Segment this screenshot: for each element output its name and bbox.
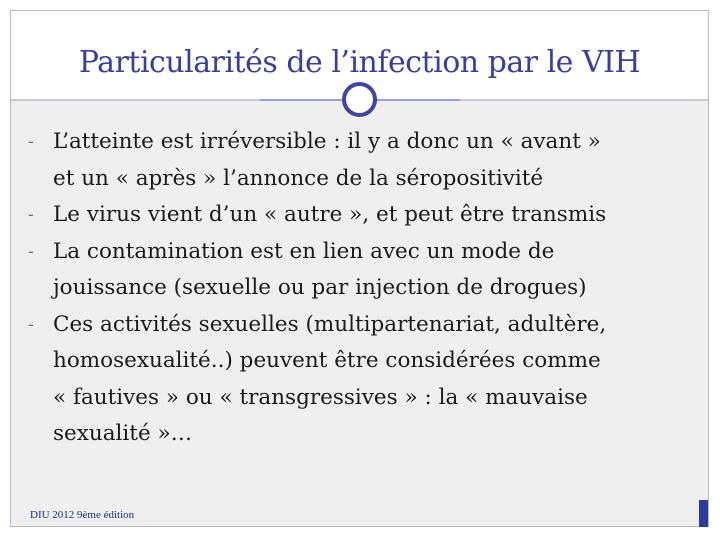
bullet-item xyxy=(28,197,698,234)
bullet-line: La contamination est en lien avec un mode de xyxy=(53,238,555,264)
bullet-marker: - xyxy=(28,241,34,262)
bullet-marker: - xyxy=(28,205,34,225)
bullet-line: Le virus vient d’un « autre », et peut être transmis xyxy=(53,202,607,227)
footer-text: DIU 2012 9ème édition xyxy=(30,509,135,521)
bullet-item xyxy=(28,307,698,453)
bullet-line: et un « après » l’annonce de la séropositivité xyxy=(53,165,544,191)
bullet-marker: - xyxy=(28,314,34,335)
slide-title: Particularités de l’infection par le VIH xyxy=(78,45,641,80)
bullet-line: « fautives » ou « transgressives » : la « mauvaise xyxy=(53,384,588,410)
bullet-list xyxy=(28,124,698,453)
bullet-line: L’atteinte est irréversible : il y a donc un « avant » xyxy=(53,129,601,154)
bullet-line: sexualité »… xyxy=(53,421,193,446)
footer-accent-bar xyxy=(699,500,708,527)
bullet-line: Ces activités sexuelles (multipartenariat, adultère, xyxy=(53,311,607,337)
bullet-item xyxy=(28,234,698,307)
bullet-marker: - xyxy=(28,132,34,152)
bullet-item xyxy=(28,124,698,197)
bullet-line: homosexualité..) peuvent être considérées comme xyxy=(53,348,601,373)
bullet-line: jouissance (sexuelle ou par injection de drogues) xyxy=(53,275,587,300)
